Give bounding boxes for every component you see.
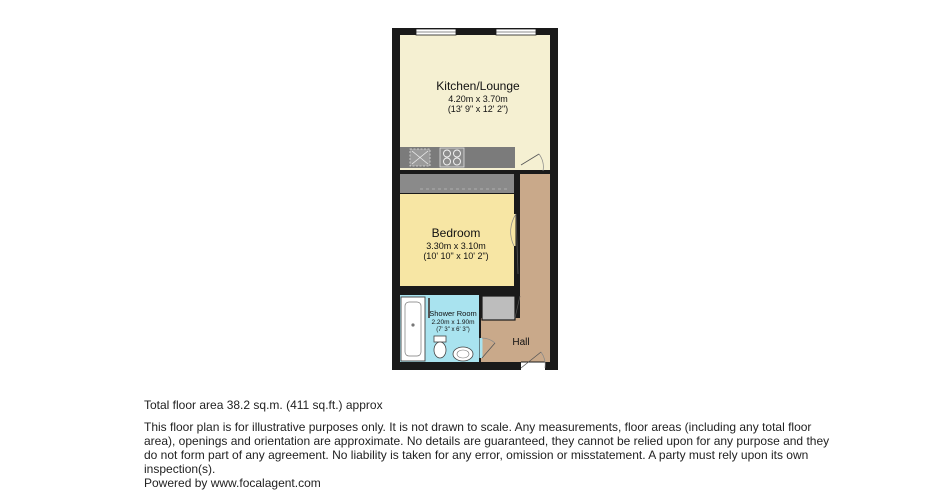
hall-name: Hall bbox=[512, 337, 530, 348]
shower-name: Shower Room bbox=[429, 309, 477, 318]
hall-cupboard bbox=[482, 296, 515, 320]
total-floor-area: Total floor area 38.2 sq.m. (411 sq.ft.) approx bbox=[144, 398, 383, 412]
bedroom-name: Bedroom bbox=[431, 226, 481, 240]
floor-plan-notes bbox=[144, 398, 844, 490]
hall-room bbox=[520, 174, 550, 362]
kitchen-imperial: (13' 9" x 12' 2") bbox=[447, 104, 509, 114]
hob-icon bbox=[440, 148, 464, 167]
bedroom-metric: 3.30m x 3.10m bbox=[426, 241, 486, 251]
bedroom-room bbox=[400, 194, 514, 286]
shower-imperial: (7' 3" x 6' 3") bbox=[436, 327, 470, 333]
bedroom-imperial: (10' 10" x 10' 2") bbox=[423, 251, 489, 261]
disclaimer-text: This floor plan is for illustrative purposes only. It is not drawn to scale. Any measurements, floor areas (including any total floor area), openings and orientation are approximate. No details are guaranteed, they cannot be relied upon for any purpose and they do not form part of any agreement. No liability is taken for any error, omission or misstatement. A party must rely upon its own inspection(s). bbox=[144, 420, 830, 476]
toilet-icon bbox=[434, 336, 446, 342]
powered-by-link[interactable]: Powered by www.focalagent.com bbox=[144, 476, 321, 490]
basin-icon bbox=[453, 347, 473, 361]
kitchen-metric: 4.20m x 3.70m bbox=[448, 94, 508, 104]
kitchen-name: Kitchen/Lounge bbox=[436, 79, 520, 93]
shower-metric: 2.20m x 1.90m bbox=[431, 319, 475, 326]
wardrobe bbox=[400, 174, 514, 193]
